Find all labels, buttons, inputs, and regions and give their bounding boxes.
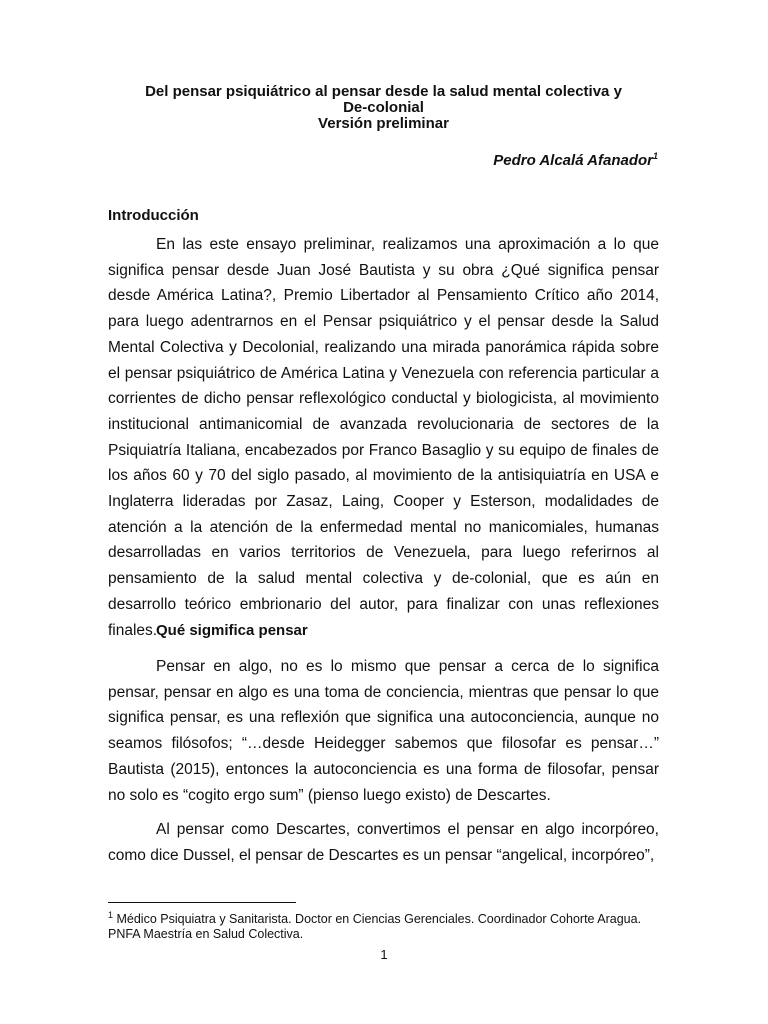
paragraph-pensar: Pensar en algo, no es lo mismo que pensar a cerca de lo significa pensar, pensar en algo es una toma de conciencia, mientras que pensar lo que significa pensar, es una reflexión que significa una autoconciencia, aunque no seamos filósofos; “…desde Heidegger sabemos que filosofar es pensar…” Bautista (2015), entonces la autoconciencia es una forma de filosofar, pensar no solo es “cogito ergo sum” (pienso luego existo) de Descartes. xyxy=(108,658,659,804)
footnote-divider xyxy=(108,902,296,903)
author-text: Pedro Alcalá Afanador xyxy=(493,152,653,169)
author-name xyxy=(493,151,658,169)
author-footnote-mark: 1 xyxy=(652,151,658,161)
document-title xyxy=(108,84,659,132)
paragraph-introduction: En las este ensayo preliminar, realizamos una aproximación a lo que significa pensar desde Juan José Bautista y su obra ¿Qué significa pensar desde América Latina?, Premio Libertador al Pensamiento Crítico año 2014, para luego adentrarnos en el Pensar psiquiátrico y el pensar desde la Salud Mental Colectiva y Decolonial, realizando una mirada panorámica rápida sobre el pensar psiquiátrico de América Latina y Venezuela con referencia particular a corrientes de dicho pensar reflexológico conductal y biologicista, al movimiento institucional antimanicomial de avanzada revolucionaria de sectores de la Psiquiatría Italiana, encabezados por Franco Basaglio y su equipo de finales de los años 60 y 70 del siglo pasado, al movimiento de la antisiquiatría en USA e Inglaterra lideradas por Zasaz, Laing, Cooper y Esterson, modalidades de atención a la atención de la enfermedad mental no manicomiales, humanas desarrolladas en varios territorios de Venezuela, para luego referirnos al pensamiento de la salud mental colectiva y de-colonial, que es aún en desarrollo teórico embrionario del autor, para finalizar con unas reflexiones finales. xyxy=(108,236,659,639)
title-line-2: De-colonial xyxy=(343,99,424,116)
section-heading-que-significa-pensar: Qué sigmifica pensar xyxy=(156,622,308,639)
section-heading-introduction: Introducción xyxy=(108,207,199,224)
footnote-text: Médico Psiquiatra y Sanitarista. Doctor en Ciencias Gerenciales. Coordinador Cohorte Aragua. PNFA Maestría en Salud Colectiva. xyxy=(108,912,642,942)
title-line-1: Del pensar psiquiátrico al pensar desde la salud mental colectiva y xyxy=(145,83,622,100)
footnote xyxy=(108,908,663,942)
paragraph-descartes: Al pensar como Descartes, convertimos el pensar en algo incorpóreo, como dice Dussel, el pensar de Descartes es un pensar “angelical, incorpóreo”, xyxy=(108,821,659,864)
page-number: 1 xyxy=(380,947,388,962)
title-line-3: Versión preliminar xyxy=(318,115,449,132)
footnote-mark: 1 xyxy=(108,910,114,920)
